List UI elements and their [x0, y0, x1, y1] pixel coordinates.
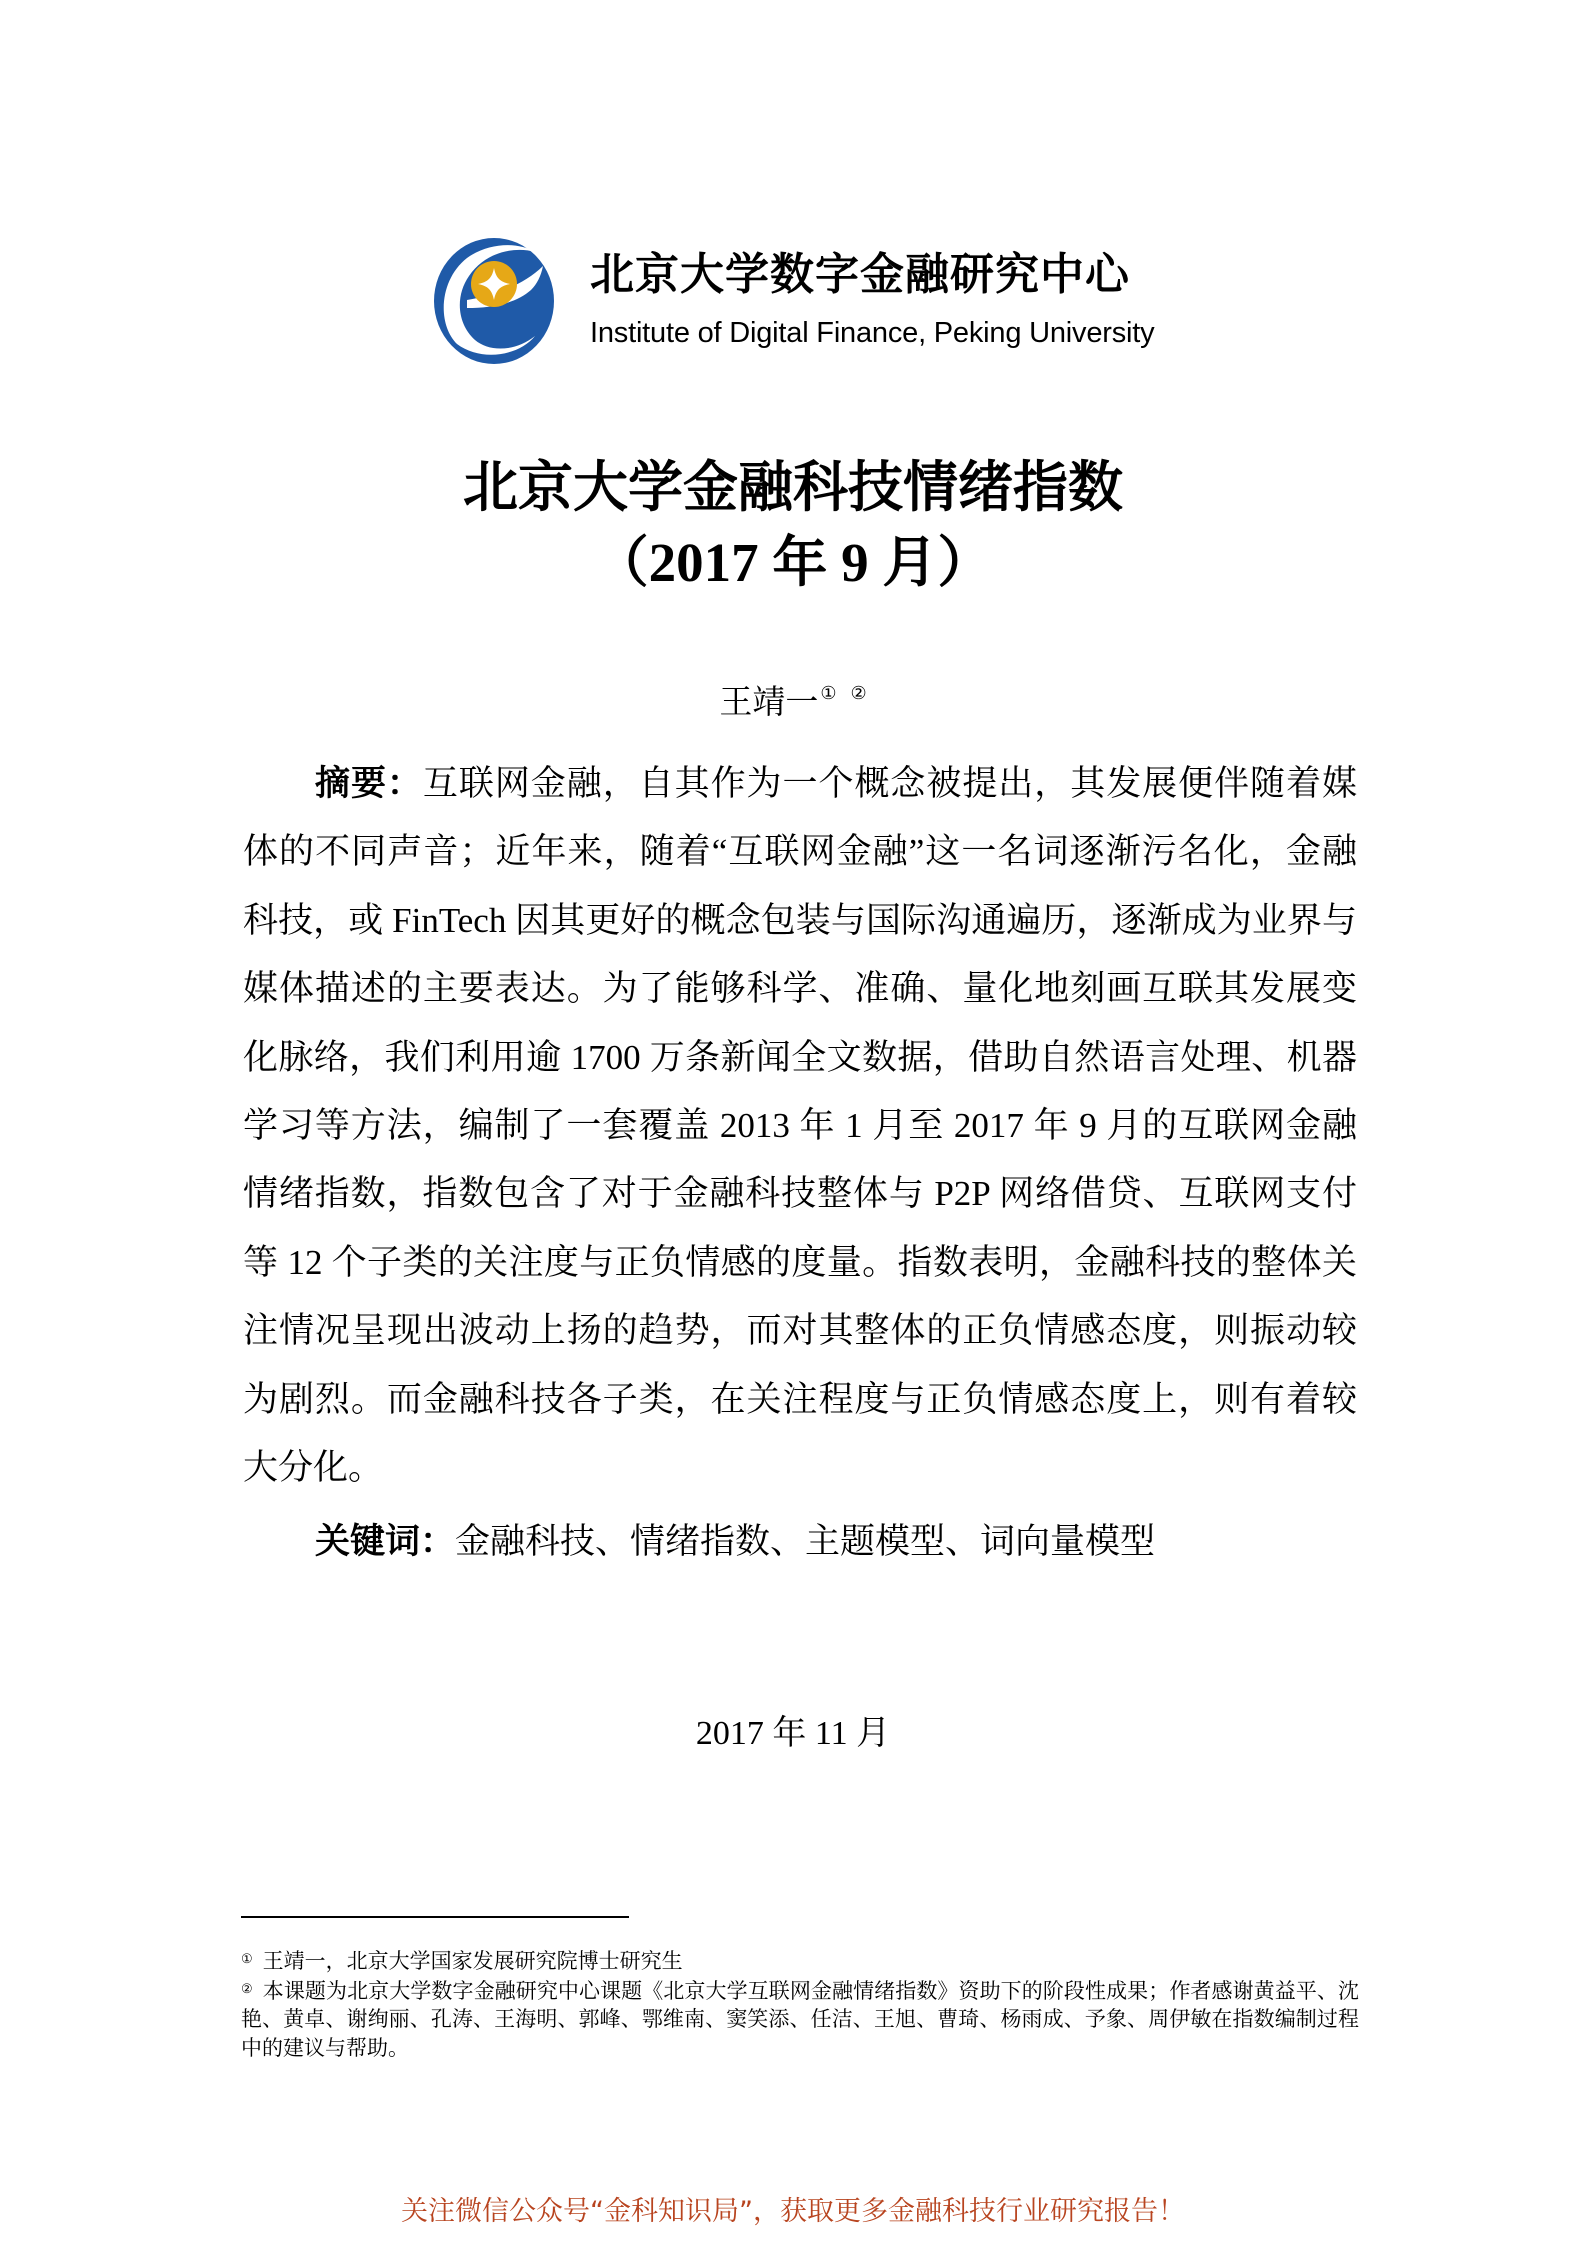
footnote-ref-2[interactable]: ②	[850, 683, 867, 704]
institution-name-en: Institute of Digital Finance, Peking University	[590, 317, 1155, 349]
footnote-1	[241, 1946, 1359, 1976]
author-line	[0, 674, 1586, 722]
document-subtitle: （2017 年 9 月）	[593, 532, 993, 593]
footnote-text: 本课题为北京大学数字金融研究中心课题《北京大学互联网金融情绪指数》资助下的阶段性成果；作者感谢黄益平、沈艳、黄卓、谢绚丽、孔涛、王海明、郭峰、鄂维南、窦笑添、任洁、王旭、曹琦、杨雨成、予象、周伊敏在指数编制过程中的建议与帮助。	[241, 1978, 1360, 2060]
abstract-paragraph	[243, 750, 1357, 1502]
footnote-text: 王靖一，北京大学国家发展研究院博士研究生	[262, 1949, 683, 1973]
keywords-label: 关键词：	[315, 1522, 456, 1561]
footnote-ref-1[interactable]: ①	[820, 683, 837, 704]
keywords-text: 金融科技、情绪指数、主题模型、词向量模型	[455, 1522, 1156, 1561]
document-title: 北京大学金融科技情绪指数	[462, 457, 1123, 518]
abstract-text: 互联网金融，自其作为一个概念被提出，其发展便伴随着媒体的不同声音；近年来，随着“互联网金融”这一名词逐渐污名化，金融科技，或 FinTech 因其更好的概念包装与国际沟通遍历，逐渐成为业界与媒体描述的主要表达。为了能够科学、准确、量化地刻画互联其发展变化脉络，我们利用逾 1700 万条新闻全文数据，借助自然语言处理、机器学习等方法，编制了一套覆盖 2013 年 1 月至 2017 年 9 月的互联网金融情绪指数，指数包含了对于金融科技整体与 P2P 网络借贷、互联网支付等 12 个子类的关注度与正负情感的度量。指数表明，金融科技的整体关注情况呈现出波动上扬的趋势，而对其整体的正负情感态度，则振动较为剧烈。而金融科技各子类，在关注程度与正负情感态度上，则有着较大分化。	[243, 764, 1357, 1488]
institution-name-cn: 北京大学数字金融研究中心	[590, 249, 1130, 300]
promo-banner: 关注微信公众号“金科知识局”，获取更多金融科技行业研究报告！	[401, 2196, 1185, 2227]
footnote-divider	[241, 1916, 629, 1918]
abstract-label: 摘要：	[315, 764, 423, 803]
publication-date: 2017 年 11 月	[695, 1715, 891, 1752]
idf-pku-logo-icon	[431, 236, 557, 366]
footnote-mark: ①	[241, 1952, 253, 1967]
footnote-mark: ②	[241, 1981, 253, 1997]
footnote-2	[241, 1976, 1359, 2063]
keywords-line	[315, 1512, 1155, 1572]
footnotes	[241, 1946, 1359, 2062]
author-name: 王靖一	[719, 682, 819, 721]
